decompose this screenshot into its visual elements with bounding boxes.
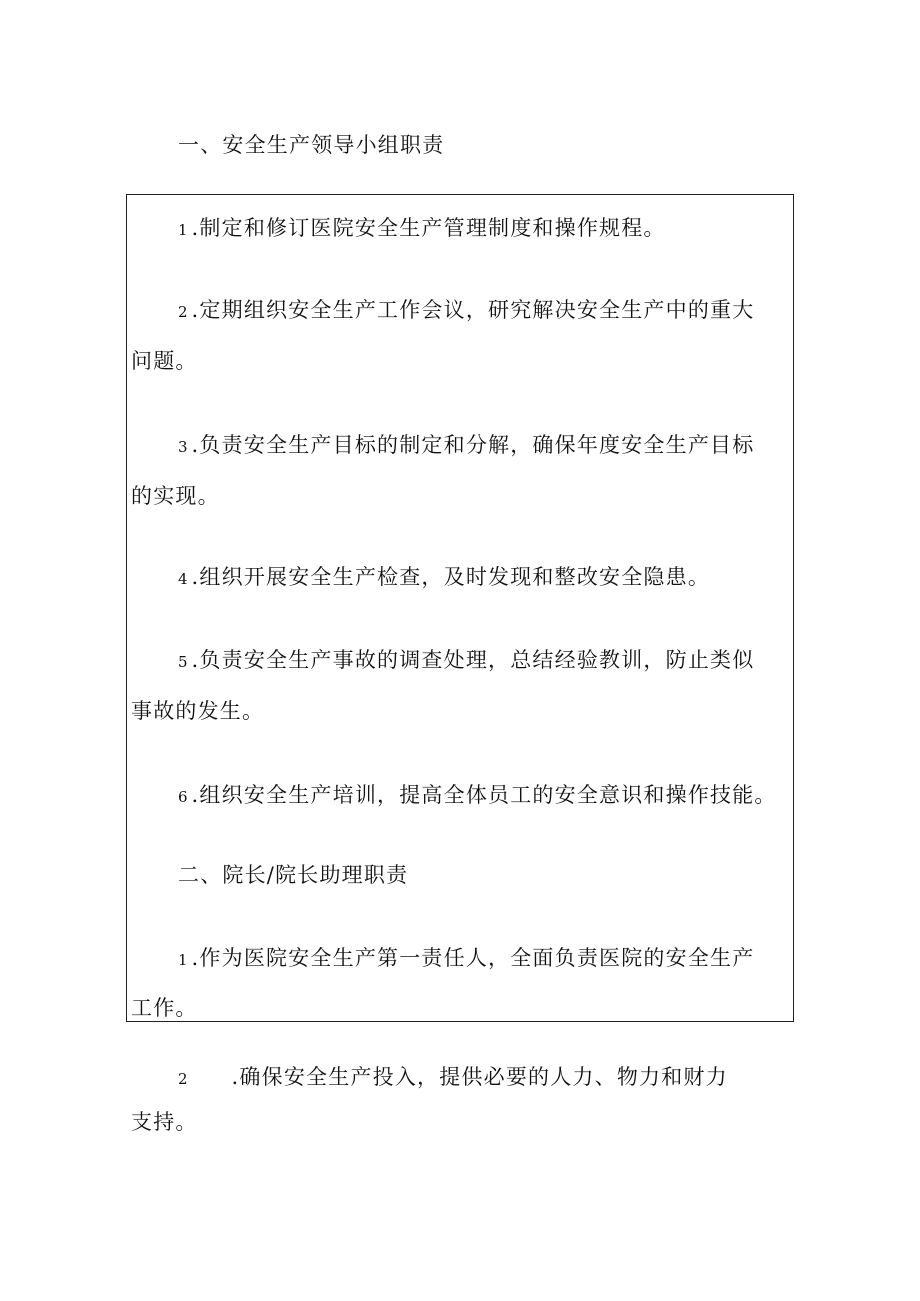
item1-5: 5 .负责安全生产事故的调查处理，总结经验教训，防止类似 — [178, 648, 755, 672]
item1-5-cont: 事故的发生。 — [131, 699, 265, 723]
item1-2-cont: 问题。 — [131, 349, 198, 373]
section2-heading: 二、院长/院长助理职责 — [178, 863, 409, 887]
item2-1: 1 .作为医院安全生产第一责任人，全面负责医院的安全生产 — [178, 946, 755, 970]
section1-heading: 一、安全生产领导小组职责 — [178, 133, 445, 157]
item1-2: 2 .定期组织安全生产工作会议，研究解决安全生产中的重大 — [178, 298, 755, 322]
item2-2: 2 .确保安全生产投入，提供必要的人力、物力和财力 — [178, 1065, 728, 1089]
item1-3-cont: 的实现。 — [131, 484, 220, 508]
item2-1-cont: 工作。 — [131, 996, 198, 1020]
item2-2-cont: 支持。 — [131, 1110, 198, 1134]
item1-6: 6 .组织安全生产培训，提高全体员工的安全意识和操作技能。 — [178, 783, 777, 807]
item1-3: 3 .负责安全生产目标的制定和分解，确保年度安全生产目标 — [178, 433, 755, 457]
item1-4: 4 .组织开展安全生产检查，及时发现和整改安全隐患。 — [178, 565, 711, 589]
item1-1: 1 .制定和修订医院安全生产管理制度和操作规程。 — [178, 216, 666, 240]
